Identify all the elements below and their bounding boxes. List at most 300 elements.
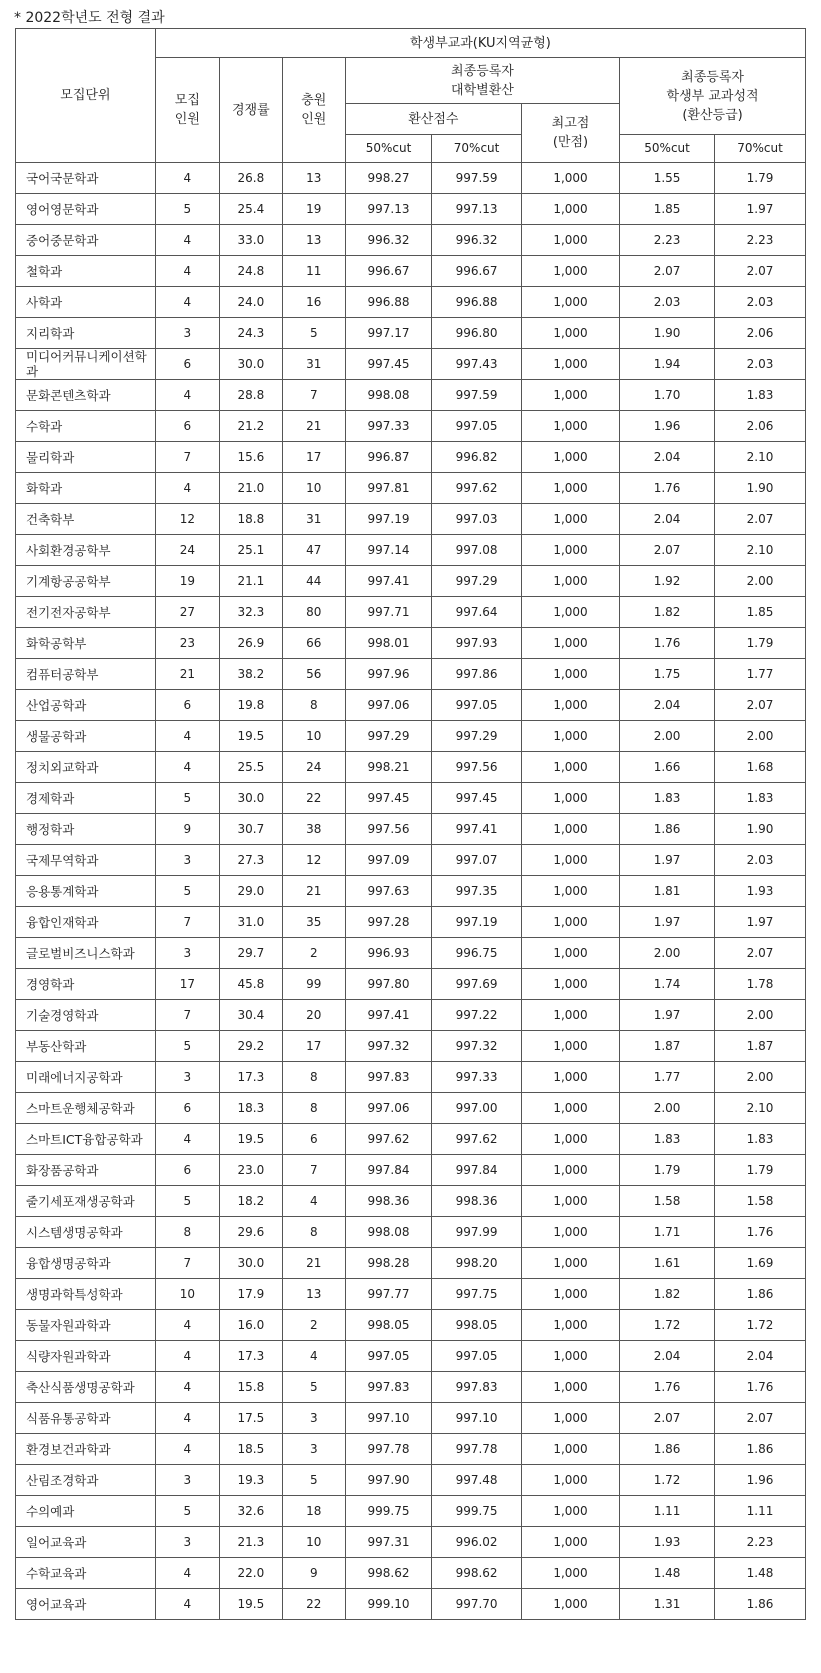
recruit-count: 6: [155, 349, 219, 380]
max-score: 1,000: [521, 1217, 619, 1248]
recruit-count: 27: [155, 597, 219, 628]
max-score: 1,000: [521, 442, 619, 473]
score-cut50: 998.21: [345, 752, 431, 783]
unit-name: 생물공학과: [16, 721, 156, 752]
table-row: [16, 1496, 806, 1527]
max-score: 1,000: [521, 473, 619, 504]
grade-cut50: 2.04: [620, 1341, 715, 1372]
fill-count: 8: [282, 1062, 345, 1093]
recruit-count: 3: [155, 938, 219, 969]
score-cut70: 997.08: [432, 535, 522, 566]
score-cut70: 996.75: [432, 938, 522, 969]
max-score: 1,000: [521, 349, 619, 380]
competition-rate: 29.6: [219, 1217, 282, 1248]
grade-cut70: 2.06: [715, 411, 806, 442]
grade-cut50: 1.90: [620, 318, 715, 349]
grade-cut70: 2.07: [715, 256, 806, 287]
header-competition: 경쟁률: [219, 58, 282, 163]
grade-cut70: 1.86: [715, 1434, 806, 1465]
header-grade: 최종등록자 학생부 교과성적 (환산등급): [620, 58, 806, 135]
grade-cut70: 2.00: [715, 1062, 806, 1093]
unit-name: 미디어커뮤니케이션학과: [16, 349, 156, 380]
recruit-count: 4: [155, 287, 219, 318]
recruit-count: 7: [155, 1000, 219, 1031]
grade-cut50: 1.83: [620, 1124, 715, 1155]
fill-count: 5: [282, 1372, 345, 1403]
table-row: [16, 1062, 806, 1093]
score-cut50: 997.05: [345, 1341, 431, 1372]
table-row: [16, 566, 806, 597]
fill-count: 2: [282, 938, 345, 969]
grade-cut50: 1.76: [620, 1372, 715, 1403]
fill-count: 13: [282, 163, 345, 194]
fill-count: 66: [282, 628, 345, 659]
score-cut70: 996.80: [432, 318, 522, 349]
grade-cut50: 1.83: [620, 783, 715, 814]
score-cut70: 997.56: [432, 752, 522, 783]
grade-cut70: 1.72: [715, 1310, 806, 1341]
max-score: 1,000: [521, 504, 619, 535]
table-row: [16, 349, 806, 380]
recruit-count: 12: [155, 504, 219, 535]
grade-cut70: 2.03: [715, 287, 806, 318]
unit-name: 중어중문학과: [16, 225, 156, 256]
fill-count: 18: [282, 1496, 345, 1527]
competition-rate: 19.3: [219, 1465, 282, 1496]
grade-cut50: 1.48: [620, 1558, 715, 1589]
score-cut70: 997.48: [432, 1465, 522, 1496]
unit-name: 환경보건과학과: [16, 1434, 156, 1465]
grade-cut50: 1.93: [620, 1527, 715, 1558]
score-cut70: 997.05: [432, 411, 522, 442]
fill-count: 22: [282, 783, 345, 814]
competition-rate: 25.4: [219, 194, 282, 225]
recruit-count: 4: [155, 1372, 219, 1403]
grade-cut50: 2.07: [620, 256, 715, 287]
score-cut70: 997.64: [432, 597, 522, 628]
competition-rate: 23.0: [219, 1155, 282, 1186]
score-cut70: 996.67: [432, 256, 522, 287]
competition-rate: 19.5: [219, 721, 282, 752]
score-cut70: 997.29: [432, 721, 522, 752]
table-row: [16, 1558, 806, 1589]
unit-name: 시스템생명공학과: [16, 1217, 156, 1248]
max-score: 1,000: [521, 380, 619, 411]
grade-cut50: 1.71: [620, 1217, 715, 1248]
competition-rate: 29.0: [219, 876, 282, 907]
score-cut50: 997.63: [345, 876, 431, 907]
score-cut70: 997.00: [432, 1093, 522, 1124]
fill-count: 31: [282, 349, 345, 380]
table-row: [16, 969, 806, 1000]
fill-count: 5: [282, 1465, 345, 1496]
unit-name: 화학공학부: [16, 628, 156, 659]
grade-cut70: 1.58: [715, 1186, 806, 1217]
recruit-count: 21: [155, 659, 219, 690]
fill-count: 31: [282, 504, 345, 535]
table-row: [16, 535, 806, 566]
grade-cut50: 1.77: [620, 1062, 715, 1093]
grade-cut50: 1.74: [620, 969, 715, 1000]
score-cut50: 998.36: [345, 1186, 431, 1217]
competition-rate: 21.2: [219, 411, 282, 442]
grade-cut50: 1.86: [620, 1434, 715, 1465]
grade-cut70: 1.48: [715, 1558, 806, 1589]
recruit-count: 4: [155, 225, 219, 256]
competition-rate: 30.0: [219, 1248, 282, 1279]
table-row: [16, 442, 806, 473]
fill-count: 6: [282, 1124, 345, 1155]
grade-cut50: 1.82: [620, 1279, 715, 1310]
fill-count: 44: [282, 566, 345, 597]
competition-rate: 32.3: [219, 597, 282, 628]
fill-count: 13: [282, 225, 345, 256]
fill-count: 8: [282, 690, 345, 721]
competition-rate: 22.0: [219, 1558, 282, 1589]
table-row: [16, 659, 806, 690]
fill-count: 5: [282, 318, 345, 349]
max-score: 1,000: [521, 1372, 619, 1403]
header-converted: 환산점수: [345, 104, 521, 135]
table-row: [16, 1155, 806, 1186]
unit-name: 스마트운행체공학과: [16, 1093, 156, 1124]
score-cut70: 997.41: [432, 814, 522, 845]
table-row: [16, 1372, 806, 1403]
recruit-count: 4: [155, 1589, 219, 1620]
grade-cut70: 2.03: [715, 349, 806, 380]
grade-cut70: 2.06: [715, 318, 806, 349]
unit-name: 수학교육과: [16, 1558, 156, 1589]
recruit-count: 5: [155, 1186, 219, 1217]
score-cut50: 997.83: [345, 1062, 431, 1093]
competition-rate: 29.2: [219, 1031, 282, 1062]
grade-cut50: 2.03: [620, 287, 715, 318]
recruit-count: 6: [155, 1155, 219, 1186]
recruit-count: 3: [155, 1465, 219, 1496]
score-cut50: 998.08: [345, 1217, 431, 1248]
table-row: [16, 1527, 806, 1558]
fill-count: 4: [282, 1341, 345, 1372]
table-row: [16, 1310, 806, 1341]
max-score: 1,000: [521, 1558, 619, 1589]
competition-rate: 17.5: [219, 1403, 282, 1434]
table-row: [16, 690, 806, 721]
max-score: 1,000: [521, 845, 619, 876]
max-score: 1,000: [521, 1124, 619, 1155]
unit-name: 영어교육과: [16, 1589, 156, 1620]
fill-count: 4: [282, 1186, 345, 1217]
max-score: 1,000: [521, 1434, 619, 1465]
recruit-count: 3: [155, 1527, 219, 1558]
header-max: 최고점 (만점): [521, 104, 619, 163]
score-cut70: 996.32: [432, 225, 522, 256]
header-recruit: 모집 인원: [155, 58, 219, 163]
fill-count: 19: [282, 194, 345, 225]
score-cut70: 997.03: [432, 504, 522, 535]
recruit-count: 19: [155, 566, 219, 597]
score-cut50: 998.05: [345, 1310, 431, 1341]
max-score: 1,000: [521, 1062, 619, 1093]
unit-name: 스마트ICT융합공학과: [16, 1124, 156, 1155]
score-cut50: 997.06: [345, 690, 431, 721]
header-univ-score: 최종등록자 대학별환산: [345, 58, 619, 104]
unit-name: 글로벌비즈니스학과: [16, 938, 156, 969]
unit-name: 응용통계학과: [16, 876, 156, 907]
max-score: 1,000: [521, 1341, 619, 1372]
max-score: 1,000: [521, 659, 619, 690]
grade-cut70: 1.97: [715, 907, 806, 938]
unit-name: 기술경영학과: [16, 1000, 156, 1031]
grade-cut50: 1.31: [620, 1589, 715, 1620]
table-row: [16, 845, 806, 876]
table-row: [16, 783, 806, 814]
grade-cut70: 1.85: [715, 597, 806, 628]
table-row: [16, 1465, 806, 1496]
score-cut70: 999.75: [432, 1496, 522, 1527]
score-cut70: 997.99: [432, 1217, 522, 1248]
unit-name: 수학과: [16, 411, 156, 442]
fill-count: 22: [282, 1589, 345, 1620]
grade-cut70: 1.86: [715, 1279, 806, 1310]
grade-cut70: 2.23: [715, 1527, 806, 1558]
table-row: [16, 194, 806, 225]
competition-rate: 30.0: [219, 349, 282, 380]
max-score: 1,000: [521, 814, 619, 845]
score-cut50: 996.67: [345, 256, 431, 287]
fill-count: 10: [282, 1527, 345, 1558]
grade-cut50: 2.04: [620, 442, 715, 473]
unit-name: 사학과: [16, 287, 156, 318]
grade-cut70: 2.04: [715, 1341, 806, 1372]
table-row: [16, 814, 806, 845]
grade-cut70: 2.10: [715, 442, 806, 473]
unit-name: 부동산학과: [16, 1031, 156, 1062]
unit-name: 건축학부: [16, 504, 156, 535]
unit-name: 경영학과: [16, 969, 156, 1000]
grade-cut70: 1.68: [715, 752, 806, 783]
score-cut70: 997.05: [432, 690, 522, 721]
table-row: [16, 287, 806, 318]
fill-count: 2: [282, 1310, 345, 1341]
max-score: 1,000: [521, 690, 619, 721]
fill-count: 24: [282, 752, 345, 783]
grade-cut50: 1.94: [620, 349, 715, 380]
max-score: 1,000: [521, 1248, 619, 1279]
competition-rate: 24.8: [219, 256, 282, 287]
table-row: [16, 256, 806, 287]
fill-count: 20: [282, 1000, 345, 1031]
grade-cut70: 1.76: [715, 1217, 806, 1248]
grade-cut70: 1.78: [715, 969, 806, 1000]
score-cut50: 997.31: [345, 1527, 431, 1558]
recruit-count: 23: [155, 628, 219, 659]
score-cut50: 997.90: [345, 1465, 431, 1496]
grade-cut50: 1.75: [620, 659, 715, 690]
score-cut70: 996.82: [432, 442, 522, 473]
grade-cut70: 2.07: [715, 1403, 806, 1434]
grade-cut70: 1.76: [715, 1372, 806, 1403]
table-row: [16, 318, 806, 349]
fill-count: 21: [282, 876, 345, 907]
score-cut70: 997.83: [432, 1372, 522, 1403]
max-score: 1,000: [521, 1496, 619, 1527]
grade-cut50: 2.00: [620, 721, 715, 752]
unit-name: 생명과학특성학과: [16, 1279, 156, 1310]
score-cut70: 997.78: [432, 1434, 522, 1465]
score-cut70: 997.13: [432, 194, 522, 225]
unit-name: 화장품공학과: [16, 1155, 156, 1186]
recruit-count: 5: [155, 1031, 219, 1062]
grade-cut50: 1.70: [620, 380, 715, 411]
max-score: 1,000: [521, 752, 619, 783]
score-cut50: 997.19: [345, 504, 431, 535]
grade-cut50: 1.11: [620, 1496, 715, 1527]
page-title: * 2022학년도 전형 결과: [14, 10, 165, 26]
score-cut50: 997.83: [345, 1372, 431, 1403]
competition-rate: 26.9: [219, 628, 282, 659]
grade-cut70: 1.79: [715, 628, 806, 659]
grade-cut70: 1.90: [715, 814, 806, 845]
recruit-count: 8: [155, 1217, 219, 1248]
unit-name: 경제학과: [16, 783, 156, 814]
table-row: [16, 1031, 806, 1062]
unit-name: 철학과: [16, 256, 156, 287]
table-row: [16, 1434, 806, 1465]
recruit-count: 7: [155, 1248, 219, 1279]
grade-cut70: 1.11: [715, 1496, 806, 1527]
unit-name: 산업공학과: [16, 690, 156, 721]
competition-rate: 19.5: [219, 1124, 282, 1155]
competition-rate: 30.7: [219, 814, 282, 845]
max-score: 1,000: [521, 1031, 619, 1062]
score-cut50: 997.06: [345, 1093, 431, 1124]
max-score: 1,000: [521, 287, 619, 318]
grade-cut70: 2.07: [715, 690, 806, 721]
score-cut70: 997.84: [432, 1155, 522, 1186]
table-row: [16, 473, 806, 504]
fill-count: 17: [282, 442, 345, 473]
max-score: 1,000: [521, 163, 619, 194]
max-score: 1,000: [521, 535, 619, 566]
grade-cut50: 1.92: [620, 566, 715, 597]
score-cut70: 997.45: [432, 783, 522, 814]
fill-count: 21: [282, 1248, 345, 1279]
table-row: [16, 628, 806, 659]
table-header: [16, 29, 806, 163]
table-row: [16, 752, 806, 783]
score-cut50: 998.62: [345, 1558, 431, 1589]
competition-rate: 18.5: [219, 1434, 282, 1465]
competition-rate: 45.8: [219, 969, 282, 1000]
unit-name: 영어영문학과: [16, 194, 156, 225]
score-cut50: 998.08: [345, 380, 431, 411]
unit-name: 정치외교학과: [16, 752, 156, 783]
grade-cut50: 1.58: [620, 1186, 715, 1217]
table-row: [16, 163, 806, 194]
competition-rate: 15.8: [219, 1372, 282, 1403]
grade-cut50: 1.76: [620, 628, 715, 659]
recruit-count: 4: [155, 163, 219, 194]
score-cut50: 997.62: [345, 1124, 431, 1155]
score-cut50: 997.56: [345, 814, 431, 845]
table-row: [16, 1341, 806, 1372]
score-cut70: 997.19: [432, 907, 522, 938]
header-grade-cut70: 70%cut: [715, 135, 806, 163]
grade-cut50: 1.86: [620, 814, 715, 845]
score-cut70: 997.29: [432, 566, 522, 597]
max-score: 1,000: [521, 1310, 619, 1341]
max-score: 1,000: [521, 318, 619, 349]
unit-name: 컴퓨터공학부: [16, 659, 156, 690]
recruit-count: 5: [155, 783, 219, 814]
score-cut50: 997.28: [345, 907, 431, 938]
table-row: [16, 721, 806, 752]
max-score: 1,000: [521, 969, 619, 1000]
recruit-count: 5: [155, 1496, 219, 1527]
fill-count: 11: [282, 256, 345, 287]
unit-name: 줄기세포재생공학과: [16, 1186, 156, 1217]
fill-count: 7: [282, 1155, 345, 1186]
fill-count: 8: [282, 1093, 345, 1124]
fill-count: 17: [282, 1031, 345, 1062]
competition-rate: 26.8: [219, 163, 282, 194]
competition-rate: 17.9: [219, 1279, 282, 1310]
score-cut50: 997.33: [345, 411, 431, 442]
max-score: 1,000: [521, 1527, 619, 1558]
grade-cut70: 2.10: [715, 1093, 806, 1124]
header-grade-cut50: 50%cut: [620, 135, 715, 163]
recruit-count: 4: [155, 1558, 219, 1589]
recruit-count: 3: [155, 845, 219, 876]
score-cut50: 996.93: [345, 938, 431, 969]
table-row: [16, 1093, 806, 1124]
score-cut70: 996.88: [432, 287, 522, 318]
max-score: 1,000: [521, 1093, 619, 1124]
max-score: 1,000: [521, 628, 619, 659]
table-row: [16, 1279, 806, 1310]
table-row: [16, 1000, 806, 1031]
max-score: 1,000: [521, 566, 619, 597]
grade-cut70: 1.79: [715, 1155, 806, 1186]
score-cut70: 997.43: [432, 349, 522, 380]
grade-cut50: 1.97: [620, 845, 715, 876]
grade-cut70: 1.93: [715, 876, 806, 907]
score-cut50: 997.84: [345, 1155, 431, 1186]
score-cut50: 997.29: [345, 721, 431, 752]
score-cut70: 998.36: [432, 1186, 522, 1217]
max-score: 1,000: [521, 938, 619, 969]
score-cut50: 997.77: [345, 1279, 431, 1310]
recruit-count: 4: [155, 256, 219, 287]
recruit-count: 4: [155, 721, 219, 752]
grade-cut50: 1.87: [620, 1031, 715, 1062]
recruit-count: 5: [155, 876, 219, 907]
grade-cut70: 2.03: [715, 845, 806, 876]
score-cut70: 997.69: [432, 969, 522, 1000]
competition-rate: 29.7: [219, 938, 282, 969]
max-score: 1,000: [521, 597, 619, 628]
competition-rate: 21.0: [219, 473, 282, 504]
unit-name: 물리학과: [16, 442, 156, 473]
grade-cut50: 1.55: [620, 163, 715, 194]
score-cut50: 997.41: [345, 566, 431, 597]
grade-cut70: 1.83: [715, 380, 806, 411]
table-row: [16, 380, 806, 411]
competition-rate: 38.2: [219, 659, 282, 690]
unit-name: 산림조경학과: [16, 1465, 156, 1496]
recruit-count: 9: [155, 814, 219, 845]
score-cut50: 997.41: [345, 1000, 431, 1031]
